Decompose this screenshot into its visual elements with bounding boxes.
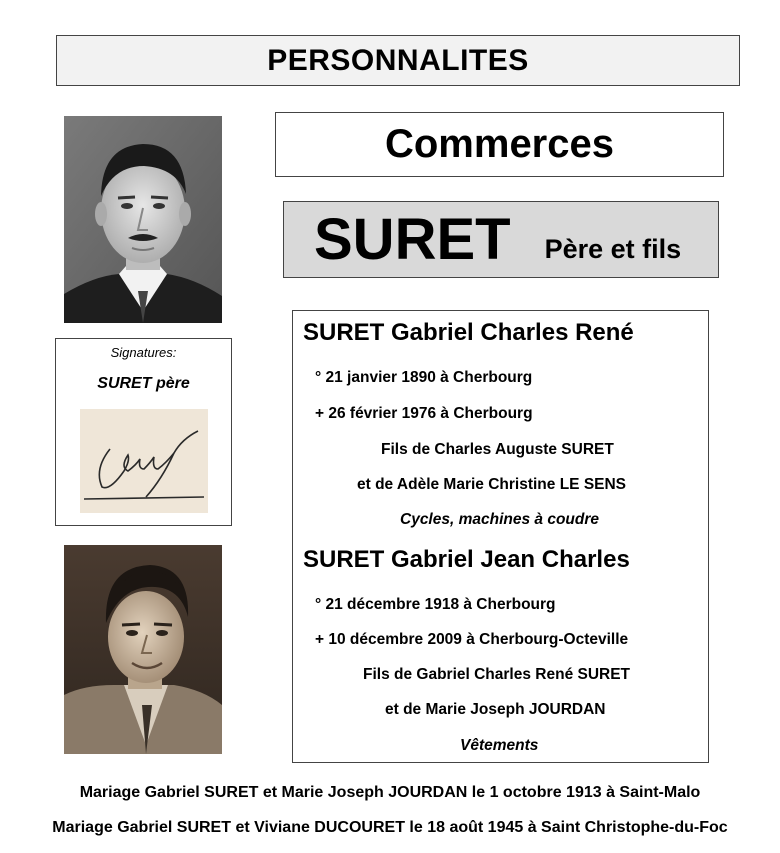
person-2-mother: et de Marie Joseph JOURDAN	[385, 701, 606, 718]
signature-name: SURET père	[97, 375, 190, 392]
biography-panel	[292, 310, 709, 763]
person-1-trade: Cycles, machines à coudre	[400, 511, 600, 528]
firm-name: SURET	[314, 206, 511, 272]
marriage-line-1: Mariage Gabriel SURET et Marie Joseph JOURDAN le 1 octobre 1913 à Saint-Malo	[79, 784, 701, 801]
person-1-name: SURET Gabriel Charles René	[303, 319, 634, 346]
portrait-photo-father	[64, 116, 222, 323]
person-1-death: + 26 février 1976 à Cherbourg	[315, 405, 533, 422]
signature-image	[80, 409, 208, 513]
person-1-father: Fils de Charles Auguste SURET	[381, 441, 614, 458]
category-title: Commerces	[384, 122, 614, 166]
person-2-trade: Vêtements	[460, 737, 539, 754]
portrait-father-image	[64, 116, 222, 323]
person-2-death: + 10 décembre 2009 à Cherbourg-Octeville	[315, 631, 629, 648]
page-title-banner	[56, 35, 740, 86]
person-1-birth: ° 21 janvier 1890 à Cherbourg	[315, 369, 533, 386]
portrait-photo-son	[64, 545, 222, 754]
firm-subtitle: Père et fils	[544, 234, 682, 264]
person-1-mother: et de Adèle Marie Christine LE SENS	[357, 476, 627, 493]
person-2-father: Fils de Gabriel Charles René SURET	[363, 666, 631, 683]
person-2-birth: ° 21 décembre 1918 à Cherbourg	[315, 596, 556, 613]
signatures-panel	[55, 338, 232, 526]
signatures-label: Signatures:	[110, 345, 177, 360]
page-title: PERSONNALITES	[267, 43, 529, 77]
category-box	[275, 112, 724, 177]
person-2-name: SURET Gabriel Jean Charles	[303, 546, 630, 573]
firm-box	[283, 201, 719, 278]
portrait-son-image	[64, 545, 222, 754]
marriage-line-2: Mariage Gabriel SURET et Viviane DUCOURET le 18 août 1945 à Saint Christophe-du-Foc	[52, 819, 728, 836]
